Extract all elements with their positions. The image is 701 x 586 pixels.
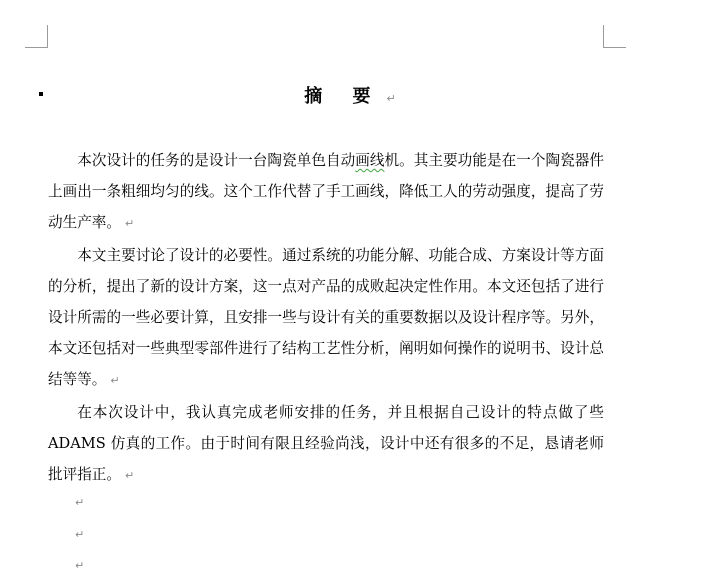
- abstract-paragraph-2[interactable]: [48, 240, 604, 397]
- top-right-margin-mark: [603, 25, 626, 48]
- paragraph-mark-icon: ↵: [124, 469, 135, 483]
- grammar-flagged-word[interactable]: 画线: [355, 152, 385, 169]
- abstract-paragraph-3[interactable]: [48, 397, 604, 492]
- paragraph-mark-icon: ↵: [124, 217, 135, 231]
- paragraph-2-text: 本文主要讨论了设计的必要性。通过系统的功能分解、功能合成、方案设计等方面的分析，提出了新的设计方案，这一点对产品的成败起决定性作用。本文还包括了进行设计所需的一些必要计算，且安排一些与设计有关的重要数据以及设计程序等。另外，本文还包括对一些典型零部件进行了结构工艺性分析，阐明如何操作的说明书、设计总结等等。: [48, 246, 604, 389]
- paragraph-1-text-start: 本次设计的任务的是设计一台陶瓷单色自动: [77, 152, 356, 169]
- top-left-margin-mark: [25, 25, 48, 48]
- paragraph-mark-icon: ↵: [110, 374, 120, 388]
- abstract-heading-text: 摘 要: [304, 86, 383, 107]
- empty-paragraph-mark-icon: ↵: [75, 559, 85, 572]
- abstract-body[interactable]: [48, 145, 604, 491]
- empty-paragraph-mark-icon: ↵: [75, 496, 85, 509]
- paragraph-3-text: 在本次设计中，我认真完成老师安排的任务，并且根据自己设计的特点做了些 ADAMS 仿真的工作。由于时间有限且经验尚浅，设计中还有很多的不足，恳请老师批评指正。: [48, 403, 604, 484]
- abstract-heading[interactable]: [0, 82, 680, 108]
- abstract-paragraph-1[interactable]: [48, 145, 604, 240]
- empty-paragraph-mark-icon: ↵: [75, 528, 85, 541]
- paragraph-1-text-end: 机。其主要功能是在一个陶瓷器件上画出一条粗细均匀的线。这个工作代替了手工画线，降低工人的劳动强度，提高了劳动生产率。: [48, 152, 604, 232]
- paragraph-mark-icon: ↵: [386, 92, 396, 105]
